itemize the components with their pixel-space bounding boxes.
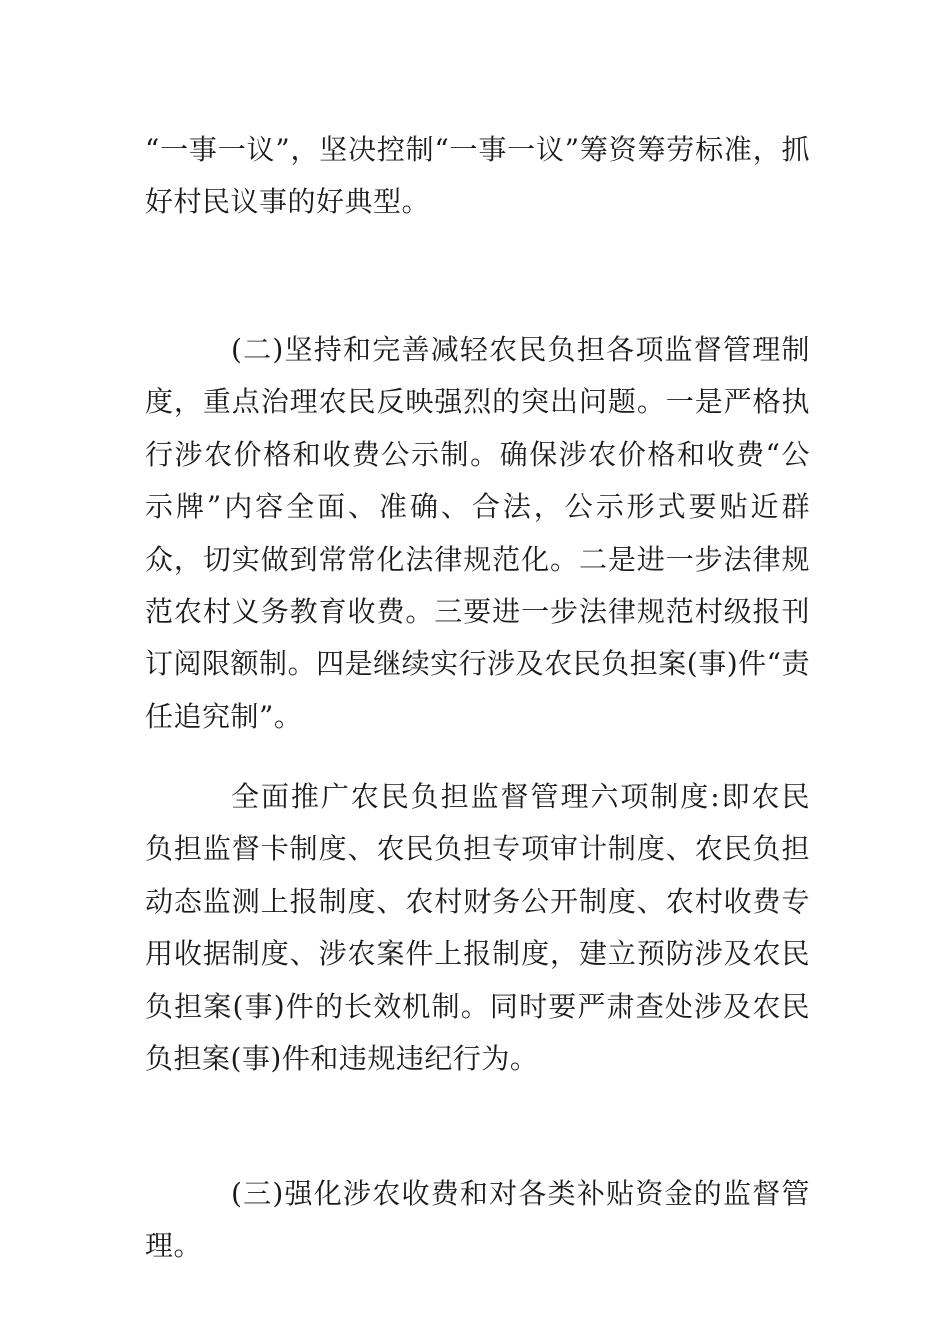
paragraph-continuation: “一事一议”，坚决控制“一事一议”筹资筹劳标准，抓好村民议事的好典型。 xyxy=(145,133,810,219)
paragraph-section-three: (三)强化涉农收费和对各类补贴资金的监督管理。 xyxy=(145,1177,810,1263)
paragraph-section-two: (二)坚持和完善减轻农民负担各项监督管理制度，重点治理农民反映强烈的突出问题。一是严格执行涉农价格和收费公示制。确保涉农价格和收费“公示牌”内容全面、准确、合法，公示形式要贴近群众，切实做到常常化法律规范化。二是进一步法律规范农村义务教育收费。三要进一步法律规范村级报刊订阅限额制。四是继续实行涉及农民负担案(事)件“责任追究制”。 xyxy=(145,333,810,733)
paragraph-six-systems: 全面推广农民负担监督管理六项制度:即农民负担监督卡制度、农民负担专项审计制度、农民负担动态监测上报制度、农村财务公开制度、农村收费专用收据制度、涉农案件上报制度，建立预防涉及农民负担案(事)件的长效机制。同时要严肃查处涉及农民负担案(事)件和违规违纪行为。 xyxy=(145,780,810,1076)
